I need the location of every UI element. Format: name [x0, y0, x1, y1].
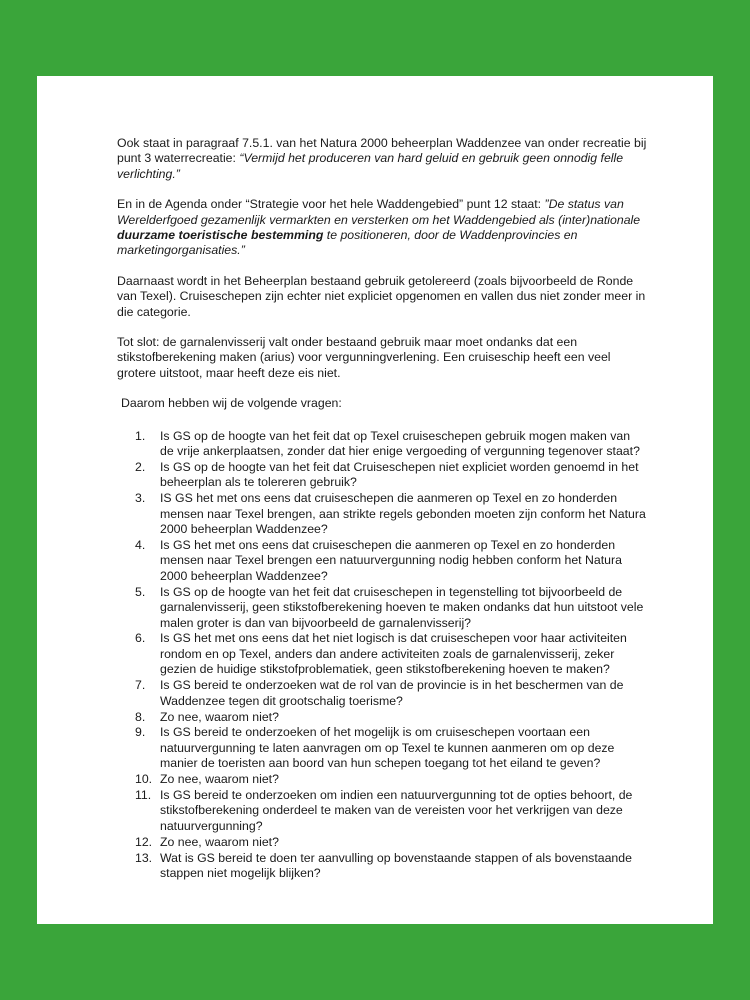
questions-intro: Daarom hebben wij de volgende vragen:: [121, 396, 342, 411]
question-item: [117, 725, 647, 771]
question-number: 9.: [135, 725, 146, 740]
question-item: [117, 835, 647, 850]
question-number: 4.: [135, 538, 146, 553]
question-item: [117, 710, 647, 725]
question-text: Is GS bereid te onderzoeken om indien een natuurvergunning tot de opties behoort, de stikstofberekening onderdeel te maken van de vereisten voor het verkrijgen van deze natuurvergunning?: [160, 788, 633, 833]
question-number: 3.: [135, 491, 146, 506]
question-number: 5.: [135, 584, 146, 599]
question-item: [117, 772, 647, 787]
document-page: [37, 76, 713, 924]
question-text: Wat is GS bereid te doen ter aanvulling op bovenstaande stappen of als bovenstaande stappen niet mogelijk blijken?: [160, 850, 632, 881]
question-text: Is GS op de hoogte van het feit dat Cruiseschepen niet expliciet worden genoemd in het beheerplan als te tolereren gebruik?: [160, 460, 639, 490]
question-text: Is GS bereid te onderzoeken wat de rol van de provincie is in het beschermen van de Waddenzee tegen dit grootschalig toerisme?: [160, 678, 624, 708]
question-text: Zo nee, waarom niet?: [160, 834, 279, 849]
question-item: [117, 678, 647, 709]
quote-text: ”De status van Werelderfgoed gezamenlijk vermarkten en versterken om het Waddengebied als (inter)nationale: [117, 197, 641, 227]
quote-text: “Vermijd het produceren van hard geluid en gebruik geen onnodig felle verlichting.”: [117, 151, 624, 181]
question-text: Is GS op de hoogte van het feit dat cruiseschepen in tegenstelling tot bijvoorbeeld de garnalenvisserij, geen stikstofberekening hoeven te maken ondanks dat hun uitstoot vele malen groter is dan van bijvoorbeeld de garnalenvisserij?: [160, 584, 644, 630]
question-text: Zo nee, waarom niet?: [160, 709, 279, 724]
question-number: 11.: [135, 788, 152, 803]
paragraph-garnalenvisserij: Tot slot: de garnalenvisserij valt onder bestaand gebruik maar moet ondanks dat een stikstofberekening maken (arius) voor vergunningverlening. Een cruiseschip heeft een veel grotere uitstoot, maar heeft deze eis niet.: [117, 335, 611, 380]
question-number: 8.: [135, 709, 146, 724]
paragraph-beheerplan: Daarnaast wordt in het Beheerplan bestaand gebruik getolereerd (zoals bijvoorbeeld de Ronde van Texel). Cruiseschepen zijn echter niet expliciet opgenomen en vallen dus niet zonder meer in die categorie.: [117, 273, 646, 319]
question-number: 13.: [135, 850, 153, 865]
question-item: [117, 788, 647, 834]
question-item: [117, 538, 647, 584]
question-item: [117, 429, 647, 460]
question-number: 12.: [135, 834, 153, 849]
paragraph-natura-plan: [117, 136, 647, 182]
questions-list: [117, 429, 647, 882]
paragraph-agenda: [117, 197, 647, 259]
question-number: 2.: [135, 460, 146, 474]
question-item: [117, 491, 647, 537]
question-number: 1.: [135, 428, 146, 443]
question-text: Is GS op de hoogte van het feit dat op Texel cruiseschepen gebruik mogen maken van de vrije ankerplaatsen, zonder dat hier enige vergoeding of vergunning tegenover staat?: [160, 428, 640, 459]
question-item: [117, 851, 647, 882]
document-body: [117, 136, 647, 882]
question-text: Is GS het met ons eens dat cruiseschepen die aanmeren op Texel en zo honderden mensen naar Texel brengen een natuurvergunning nodig hebben conform het Natura 2000 beheerplan Waddenzee?: [160, 538, 622, 583]
question-item: [117, 631, 647, 677]
question-item: [117, 585, 647, 631]
question-number: 6.: [135, 631, 146, 646]
question-number: 10.: [135, 772, 153, 787]
quote-text: te positioneren, door de Waddenprovincies en marketingorganisaties.”: [117, 228, 578, 258]
question-text: Is GS bereid te onderzoeken of het mogelijk is om cruiseschepen voortaan een natuurvergunning te laten aanvragen om op Texel te kunnen aanmeren om op deze manier de toeristen aan boord van hun schepen toegang tot het eiland te geven?: [160, 725, 615, 771]
question-text: Zo nee, waarom niet?: [160, 772, 279, 787]
question-text: IS GS het met ons eens dat cruiseschepen die aanmeren op Texel en zo honderden mensen naar Texel brengen, aan strikte regels gebonden moeten zijn conform het Natura 2000 beheerplan Waddenzee?: [160, 491, 646, 537]
question-number: 7.: [135, 678, 146, 693]
paragraph-text: Ook staat in paragraaf 7.5.1. van het Natura 2000 beheerplan Waddenzee van onder recreatie bij punt 3 waterrecreatie:: [117, 136, 647, 166]
quote-bold-text: duurzame toeristische bestemming: [117, 228, 324, 243]
question-item: [117, 460, 647, 491]
paragraph-text: En in de Agenda onder “Strategie voor het hele Waddengebied” punt 12 staat:: [117, 197, 545, 212]
question-text: Is GS het met ons eens dat het niet logisch is dat cruiseschepen voor haar activiteiten rondom en op Texel, anders dan andere activiteiten zoals de garnalenvisserij, zeker gezien de huidige stikstofproblematiek, geen stikstofberekening hoeven te maken?: [160, 631, 627, 677]
